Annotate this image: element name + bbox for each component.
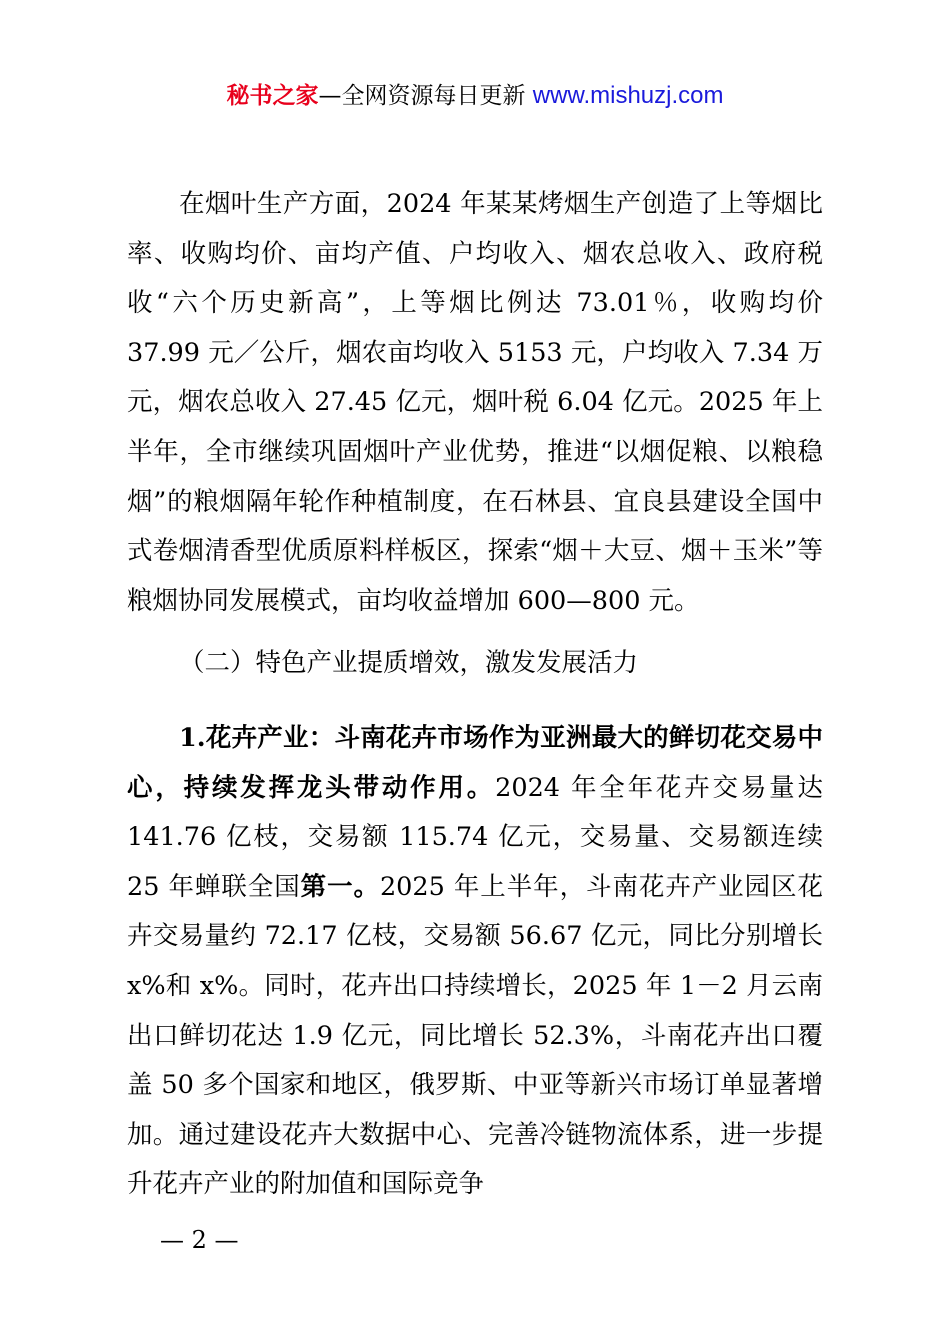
paragraph-tobacco: 在烟叶生产方面，2024 年某某烤烟生产创造了上等烟比率、收购均价、亩均产值、户均收入、烟农总收入、政府税收“六个历史新高”，上等烟比例达 73.01％，收购均价 37.99 元／公斤，烟农亩均收入 5153 元，户均收入 7.34 万元，烟农总收入 27.45 亿元，烟叶税 6.04 亿元。2025 年上半年，全市继续巩固烟叶产业优势，推进“以烟促粮、以粮稳烟”的粮烟隔年轮作种植制度，在石林县、宜良县建设全国中式卷烟清香型优质原料样板区，探索“烟＋大豆、烟＋玉米”等粮烟协同发展模式，亩均收益增加 600—800 元。 [127, 189, 823, 616]
page-header [0, 80, 950, 112]
flower-bold-first: 第一。 [300, 871, 380, 902]
flower-lead-bold: 1.花卉产业：斗南花卉市场作为亚洲最大的鲜切花交易中心，持续发挥龙头带动作用。 [127, 722, 823, 803]
document-body [127, 180, 823, 1210]
site-url-link[interactable]: www.mishuzj.com [532, 82, 724, 109]
header-separator: — [318, 83, 342, 109]
brand-name: 秘书之家 [226, 83, 319, 109]
header-tagline: 全网资源每日更新 [341, 83, 526, 109]
section-heading-2: （二）特色产业提质增效，激发发展活力 [179, 648, 639, 679]
flower-text-b: 2025 年上半年，斗南花卉产业园区花卉交易量约 72.17 亿枝，交易额 56.67 亿元，同比分别增长 x%和 x%。同时，花卉出口持续增长，2025 年 1－2 月云南出口鲜切花达 1.9 亿元，同比增长 52.3%，斗南花卉出口覆盖 50 多个国家和地区，俄罗斯、中亚等新兴市场订单显著增加。通过建设花卉大数据中心、完善冷链物流体系，进一步提升花卉产业的附加值和国际竞争 [127, 871, 823, 1200]
paragraph-flower-industry [127, 714, 823, 1210]
flower-text-a: 2024 年全年花卉交易量达 141.76 亿枝，交易额 115.74 亿元，交易量、交易额连续 25 年蝉联全国 [127, 772, 823, 902]
page-number: — 2 — [160, 1226, 239, 1254]
